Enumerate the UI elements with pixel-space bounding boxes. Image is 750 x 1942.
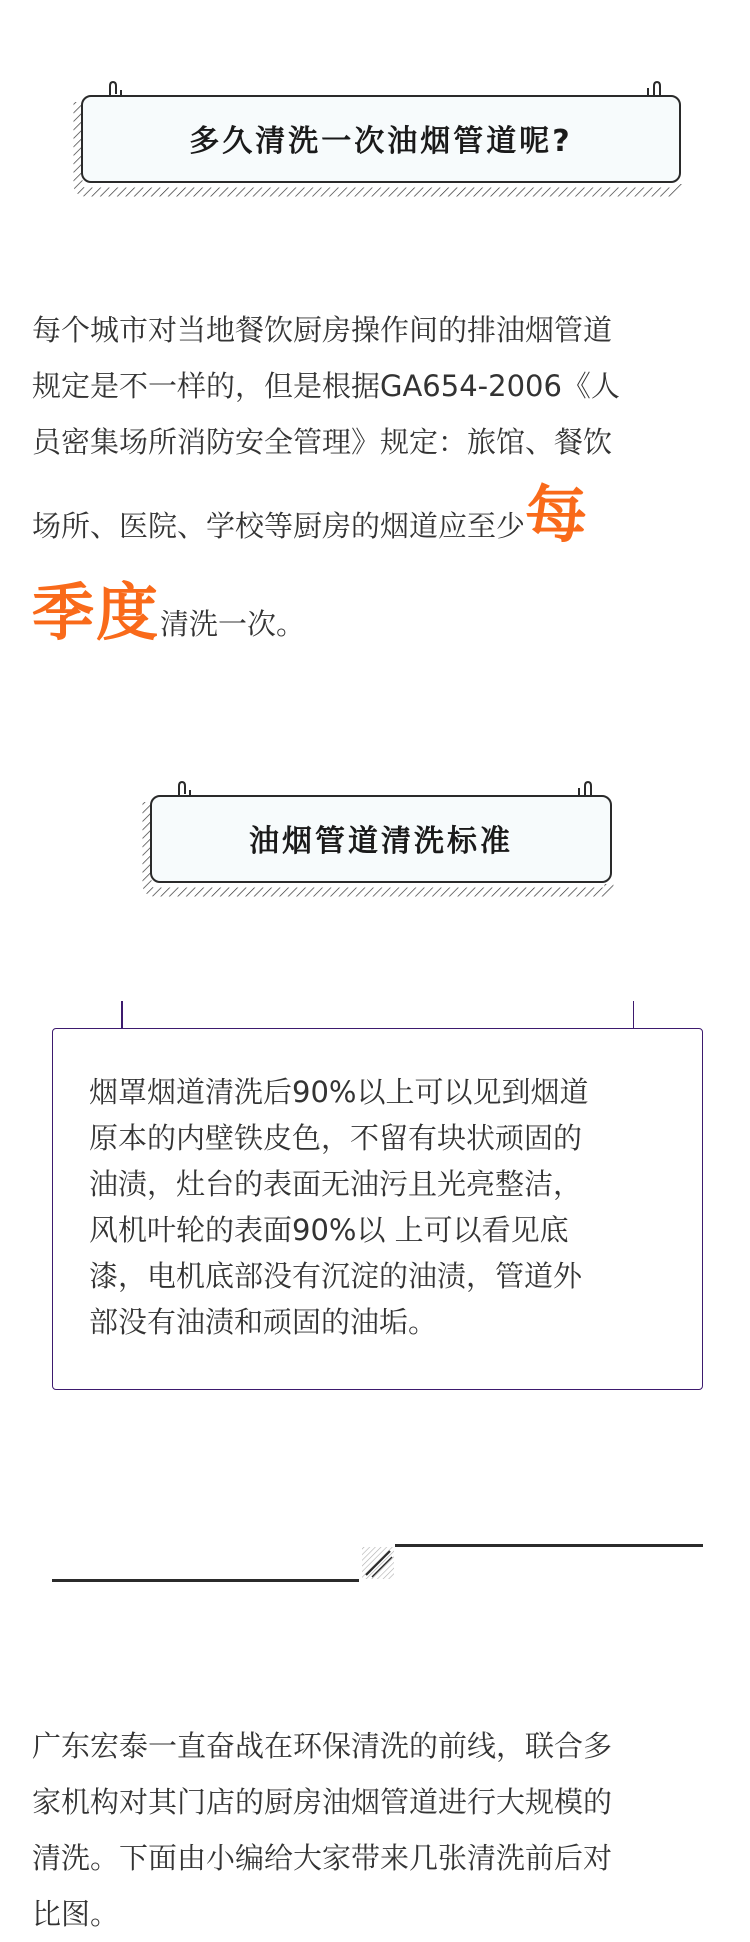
- highlight-jidu: 季度: [32, 576, 161, 649]
- hanger-hook-icon: [110, 82, 660, 96]
- hatched-slash-icon: [360, 1545, 396, 1581]
- intro-line-2: 规定是不一样的，但是根据GA654-2006《人: [32, 369, 620, 403]
- hanger-hook-icon: [179, 782, 591, 796]
- closing-line-1: 广东宏泰一直奋战在环保清洗的前线，联合多: [32, 1729, 613, 1763]
- divider-line-right: [395, 1544, 703, 1547]
- box-hanger-right: [633, 1001, 635, 1029]
- standard-line-6: 部没有油渍和顽固的油垢。: [89, 1305, 438, 1339]
- standard-line-3: 油渍，灶台的表面无油污且光亮整洁，: [89, 1167, 583, 1201]
- closing-paragraph: [32, 1718, 722, 1942]
- box-hanger-left: [121, 1001, 123, 1029]
- standard-line-5: 漆，电机底部没有沉淀的油渍，管道外: [89, 1259, 583, 1293]
- highlight-mei: 每: [525, 478, 590, 551]
- intro-line-4: [32, 480, 722, 572]
- intro-line-5-text: 清洗一次。: [160, 607, 306, 641]
- standard-text: [89, 1069, 679, 1345]
- closing-line-3: 清洗。下面由小编给大家带来几张清洗前后对: [32, 1841, 613, 1875]
- intro-line-3: 员密集场所消防安全管理》规定：旅馆、餐饮: [32, 425, 613, 459]
- intro-line-4-text: 场所、医院、学校等厨房的烟道应至少: [32, 509, 526, 543]
- standard-line-2: 原本的内壁铁皮色，不留有块状顽固的: [89, 1121, 583, 1155]
- standard-box: [52, 1028, 703, 1390]
- standard-line-4: 风机叶轮的表面90%以 上可以看见底: [89, 1213, 569, 1247]
- intro-paragraph: [32, 302, 722, 670]
- heading-1-title: 多久清洗一次油烟管道呢?: [189, 124, 573, 159]
- closing-line-2: 家机构对其门店的厨房油烟管道进行大规模的: [32, 1785, 613, 1819]
- intro-line-5: [32, 578, 722, 670]
- standard-line-1: 烟罩烟道清洗后90%以上可以见到烟道: [89, 1075, 589, 1109]
- divider-line-left: [52, 1579, 359, 1582]
- heading-banner-2: [141, 780, 621, 898]
- intro-line-1: 每个城市对当地餐饮厨房操作间的排油烟管道: [32, 313, 613, 347]
- closing-line-4: 比图。: [32, 1897, 120, 1931]
- heading-banner-1: [72, 80, 690, 198]
- heading-2-title: 油烟管道清洗标准: [249, 824, 513, 859]
